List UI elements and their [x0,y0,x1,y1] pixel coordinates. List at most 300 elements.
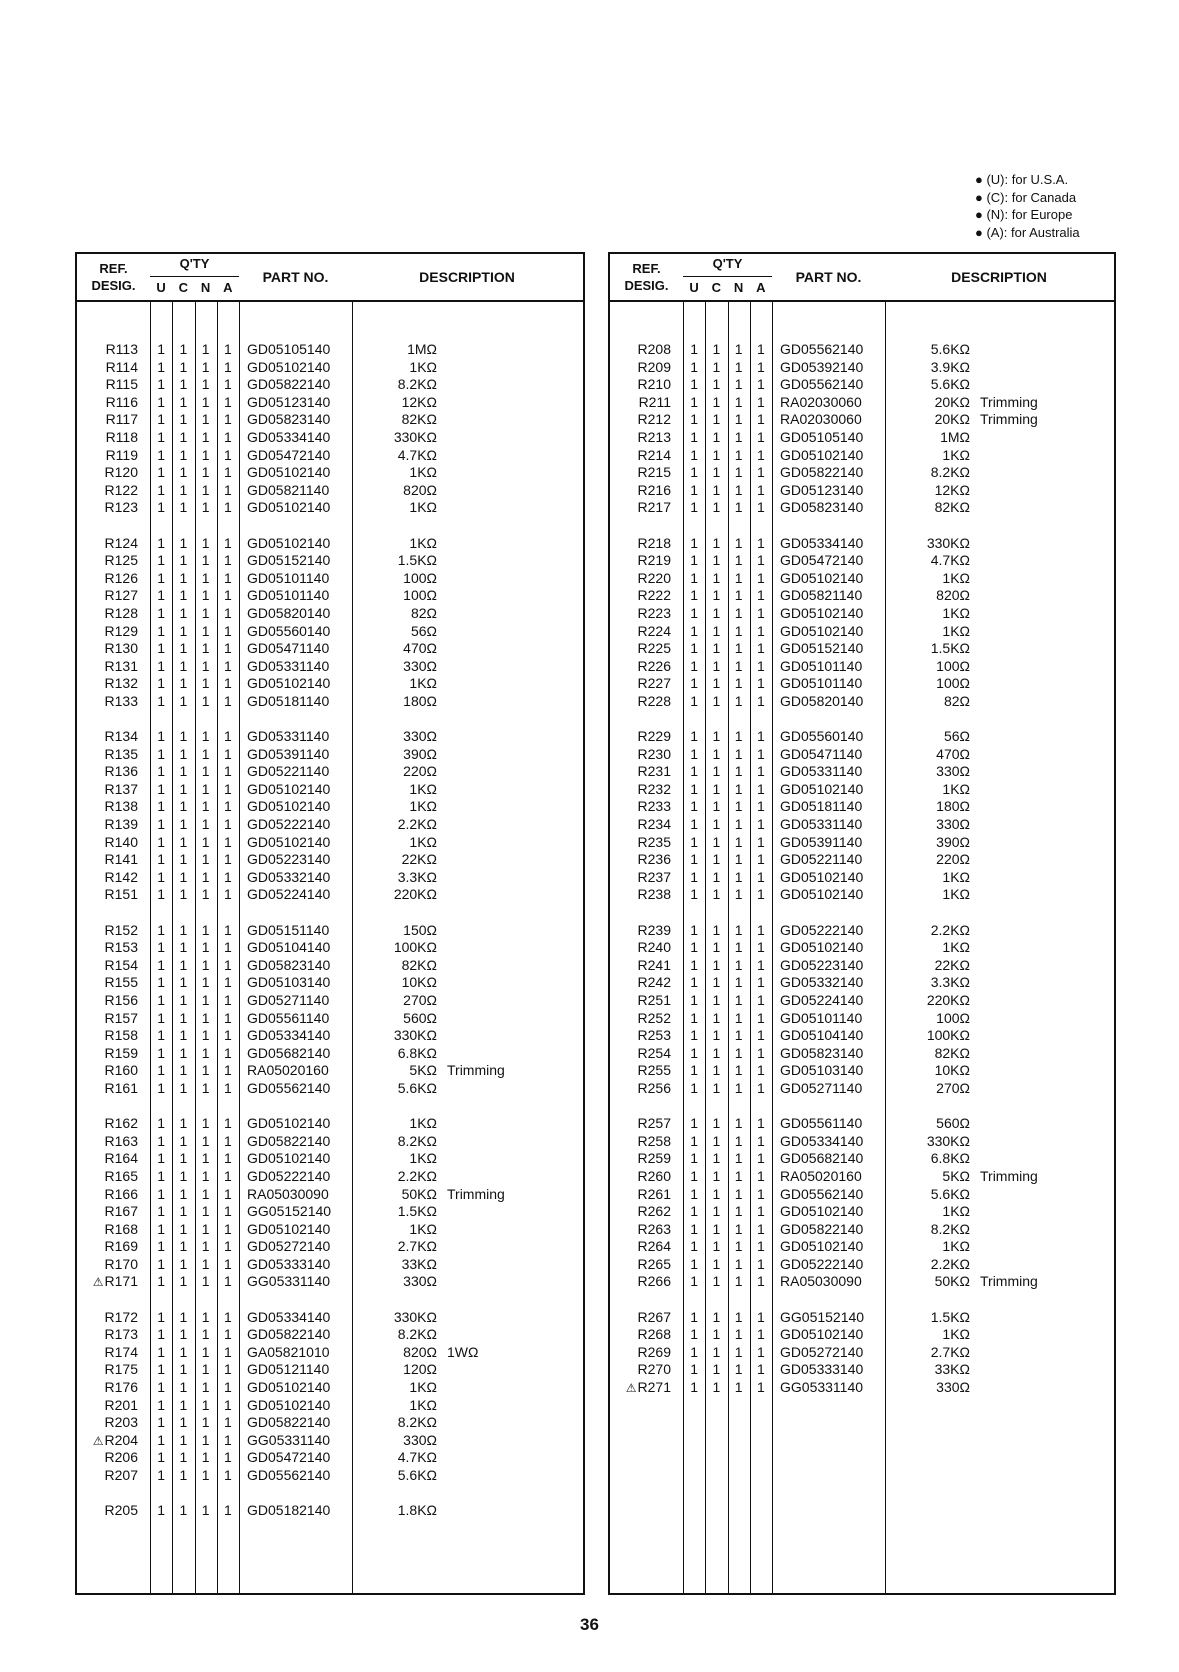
value-cell: 6.8KΩ [930,1150,970,1167]
part-no-cell: GD05472140 [780,552,864,569]
value-cell: 5.6KΩ [930,341,970,357]
table-row [77,482,583,500]
qty-u-cell: 1 [690,358,699,375]
qty-n-cell: 1 [734,622,743,639]
qty-a-cell: 1 [756,569,765,586]
ref-desig-text: R140 [104,833,138,850]
part-no-cell: GD05331140 [780,763,863,780]
part-no-cell: GD05182140 [247,1502,331,1519]
qty-a-cell: 1 [756,991,765,1008]
part-no-cell: GD05562140 [247,1079,331,1096]
qty-a-cell: 1 [756,1185,765,1202]
part-no-cell: GD05822140 [247,1132,331,1149]
qty-a-cell: 1 [223,569,232,586]
qty-u-cell: 1 [157,886,166,903]
qty-c-cell: 1 [712,464,721,481]
header-ref-line2: DESIG. [624,278,669,293]
qty-c-cell: 1 [179,657,188,674]
value-cell: 470Ω [936,745,970,762]
qty-u-cell: 1 [690,675,699,692]
ref-desig-cell [610,851,671,869]
qty-c-cell: 1 [179,376,188,393]
qty-n-cell: 1 [734,675,743,692]
ref-desig-cell [77,1027,138,1045]
ref-desig-text: R113 [105,341,138,357]
part-no-cell: GD05101140 [780,1009,863,1026]
qty-n-cell: 1 [201,1027,210,1044]
value-cell: 50KΩ [934,1273,970,1290]
qty-n-cell: 1 [734,692,743,709]
qty-n-cell: 1 [734,587,743,604]
part-no-cell: GD05334140 [780,534,864,551]
qty-n-cell: 1 [734,745,743,762]
qty-c-cell: 1 [179,393,188,410]
ref-desig-cell [610,939,671,957]
qty-n-cell: 1 [201,1255,210,1272]
ref-desig-text: R168 [104,1220,138,1237]
qty-u-cell: 1 [690,640,699,657]
qty-n-cell: 1 [201,816,210,833]
ref-desig-cell [610,816,671,834]
qty-c-cell: 1 [179,851,188,868]
part-no-cell: GD05822140 [247,1414,331,1431]
qty-u-cell: 1 [690,798,699,815]
page-number: 36 [580,1615,599,1634]
qty-u-cell: 1 [157,675,166,692]
header-col-a: A [223,280,233,295]
qty-n-cell: 1 [734,464,743,481]
qty-c-cell: 1 [179,780,188,797]
part-no-cell: GA05821010 [247,1343,330,1360]
qty-a-cell: 1 [756,692,765,709]
ref-desig-text: R158 [104,1027,138,1044]
qty-n-cell: 1 [201,1167,210,1184]
qty-a-cell: 1 [756,1308,765,1325]
part-no-cell: GD05102140 [780,569,864,586]
table-row [77,376,583,394]
note-cell: Trimming [447,1185,505,1202]
part-no-cell: GD05334140 [780,1132,864,1149]
value-cell: 1KΩ [409,833,437,850]
qty-a-cell: 1 [223,833,232,850]
qty-a-cell: 1 [223,1167,232,1184]
qty-u-cell: 1 [690,1326,699,1343]
ref-desig-cell [77,1010,138,1028]
qty-a-cell: 1 [756,745,765,762]
qty-a-cell: 1 [756,446,765,463]
header-col-c: C [178,280,189,295]
table-row [610,1344,1114,1362]
qty-c-cell: 1 [179,1185,188,1202]
table-row [77,886,583,904]
qty-a-cell: 1 [223,1273,232,1290]
table-row [610,1168,1114,1186]
qty-c-cell: 1 [712,763,721,780]
header-qty-divider [683,276,772,277]
table-row [77,1467,583,1485]
part-no-cell: GD05272140 [780,1343,864,1360]
ref-desig-text: R167 [104,1203,138,1220]
qty-a-cell: 1 [756,411,765,428]
qty-c-cell: 1 [712,657,721,674]
value-cell: 1KΩ [409,798,437,815]
qty-n-cell: 1 [734,446,743,463]
qty-a-cell: 1 [223,974,232,991]
ref-desig-cell [77,570,138,588]
part-no-cell: GD05102140 [780,446,864,463]
qty-u-cell: 1 [690,1062,699,1079]
qty-c-cell: 1 [712,446,721,463]
ref-desig-text: R123 [104,499,138,516]
qty-c-cell: 1 [179,991,188,1008]
qty-c-cell: 1 [179,341,188,357]
qty-u-cell: 1 [690,376,699,393]
table-row [610,728,1114,746]
parts-table-left [75,252,585,1595]
header-ref-line1: REF. [632,261,661,276]
ref-desig-cell [610,552,671,570]
qty-a-cell: 1 [223,1414,232,1431]
table-row [610,376,1114,394]
value-cell: 3.9KΩ [930,358,970,375]
table-row [610,851,1114,869]
qty-c-cell: 1 [179,1115,188,1132]
ref-desig-cell [77,394,138,412]
qty-u-cell: 1 [690,1308,699,1325]
qty-u-cell: 1 [157,1238,166,1255]
qty-c-cell: 1 [712,1220,721,1237]
value-cell: 330KΩ [926,534,970,551]
part-no-cell: GD05334140 [247,1308,331,1325]
ref-desig-cell [77,447,138,465]
table-row [77,1502,583,1520]
ref-desig-cell [77,1256,138,1274]
value-cell: 10KΩ [934,1062,970,1079]
qty-a-cell: 1 [223,1361,232,1378]
qty-c-cell: 1 [179,956,188,973]
qty-u-cell: 1 [157,728,166,745]
table-row [610,587,1114,605]
qty-c-cell: 1 [179,675,188,692]
qty-u-cell: 1 [690,745,699,762]
table-row [77,447,583,465]
qty-c-cell: 1 [712,1167,721,1184]
qty-a-cell: 1 [756,393,765,410]
qty-u-cell: 1 [157,499,166,516]
ref-desig-text: R119 [105,446,138,463]
ref-desig-cell [77,1309,138,1327]
header-col-a: A [756,280,766,295]
table-row [77,394,583,412]
value-cell: 1KΩ [942,939,970,956]
part-no-cell: GD05560140 [247,622,331,639]
qty-c-cell: 1 [712,587,721,604]
qty-u-cell: 1 [157,1167,166,1184]
qty-a-cell: 1 [223,341,232,357]
qty-c-cell: 1 [712,499,721,516]
qty-n-cell: 1 [734,1255,743,1272]
ref-desig-text: R137 [104,780,138,797]
table-row [610,499,1114,517]
ref-desig-cell [610,834,671,852]
value-cell: 8.2KΩ [397,376,437,393]
qty-n-cell: 1 [201,956,210,973]
qty-c-cell: 1 [712,604,721,621]
table-row [610,1133,1114,1151]
qty-u-cell: 1 [157,1273,166,1290]
value-cell: 1KΩ [942,780,970,797]
value-cell: 1KΩ [942,1326,970,1343]
ref-desig-text: R154 [104,956,138,973]
ref-desig-cell [77,675,138,693]
qty-c-cell: 1 [179,868,188,885]
part-no-cell: GD05334140 [247,428,331,445]
qty-u-cell: 1 [157,1150,166,1167]
part-no-cell: GD05102140 [780,1238,864,1255]
qty-c-cell: 1 [179,1343,188,1360]
ref-desig-cell [610,482,671,500]
qty-u-cell: 1 [690,886,699,903]
ref-desig-text: R253 [637,1027,671,1044]
table-row [610,341,1114,359]
qty-n-cell: 1 [734,534,743,551]
qty-a-cell: 1 [223,798,232,815]
part-no-cell: GD05102140 [780,1326,864,1343]
qty-c-cell: 1 [179,692,188,709]
qty-u-cell: 1 [157,1431,166,1448]
qty-n-cell: 1 [201,851,210,868]
value-cell: 12KΩ [401,393,437,410]
ref-desig-cell [610,675,671,693]
qty-a-cell: 1 [223,1379,232,1396]
value-cell: 220Ω [936,851,970,868]
qty-a-cell: 1 [223,1079,232,1096]
qty-a-cell: 1 [223,1115,232,1132]
ref-desig-cell [610,798,671,816]
qty-u-cell: 1 [157,1185,166,1202]
ref-desig-text: R252 [637,1009,671,1026]
table-row [610,781,1114,799]
ref-desig-text: R164 [104,1150,138,1167]
qty-n-cell: 1 [201,1220,210,1237]
table-row [610,869,1114,887]
note-cell: 1WΩ [447,1343,479,1360]
qty-u-cell: 1 [690,1185,699,1202]
value-cell: 330Ω [403,1431,437,1448]
qty-u-cell: 1 [157,1343,166,1360]
qty-u-cell: 1 [157,376,166,393]
ref-desig-cell [610,1221,671,1239]
part-no-cell: GD05104140 [247,939,331,956]
qty-a-cell: 1 [223,552,232,569]
legend-australia: ● (A): for Australia [975,224,1080,240]
qty-a-cell: 1 [223,604,232,621]
value-cell: 5.6KΩ [930,376,970,393]
value-cell: 82KΩ [401,411,437,428]
qty-a-cell: 1 [756,552,765,569]
group-spacer [610,904,1114,922]
qty-n-cell: 1 [201,552,210,569]
qty-n-cell: 1 [734,763,743,780]
qty-u-cell: 1 [690,692,699,709]
ref-desig-cell [77,728,138,746]
part-no-cell: GD05102140 [247,464,331,481]
ref-desig-cell [77,359,138,377]
part-no-cell: GG05152140 [247,1203,332,1220]
ref-desig-cell [77,1344,138,1362]
ref-desig-text: R251 [637,991,671,1008]
qty-c-cell: 1 [179,464,188,481]
qty-c-cell: 1 [179,939,188,956]
ref-desig-cell [77,658,138,676]
qty-a-cell: 1 [223,358,232,375]
qty-a-cell: 1 [756,1132,765,1149]
part-no-cell: GD05102140 [780,622,864,639]
qty-a-cell: 1 [756,816,765,833]
qty-u-cell: 1 [157,552,166,569]
qty-a-cell: 1 [223,464,232,481]
part-no-cell: GD05822140 [247,376,331,393]
table-row [77,974,583,992]
part-no-cell: GD05102140 [247,1396,331,1413]
qty-n-cell: 1 [201,1467,210,1483]
ref-desig-text: R175 [104,1361,138,1378]
qty-n-cell: 1 [201,640,210,657]
qty-a-cell: 1 [756,939,765,956]
qty-c-cell: 1 [179,569,188,586]
part-no-cell: GD05333140 [780,1361,864,1378]
qty-n-cell: 1 [201,745,210,762]
qty-a-cell: 1 [756,798,765,815]
part-no-cell: GD05102140 [247,798,331,815]
table-row [77,1150,583,1168]
table-row [610,605,1114,623]
part-no-cell: GD05105140 [247,341,331,357]
qty-n-cell: 1 [201,974,210,991]
qty-a-cell: 1 [756,833,765,850]
part-no-cell: GD05101140 [780,657,863,674]
qty-n-cell: 1 [201,728,210,745]
part-no-cell: GD05561140 [247,1009,330,1026]
qty-a-cell: 1 [223,1449,232,1466]
qty-n-cell: 1 [201,921,210,938]
ref-desig-cell [77,623,138,641]
ref-desig-text: R203 [104,1414,138,1431]
value-cell: 82KΩ [401,956,437,973]
value-cell: 2.7KΩ [930,1343,970,1360]
qty-u-cell: 1 [690,1150,699,1167]
group-spacer [77,710,583,728]
qty-u-cell: 1 [690,1132,699,1149]
qty-n-cell: 1 [201,1150,210,1167]
table-row [610,1150,1114,1168]
value-cell: 1.5KΩ [397,552,437,569]
qty-u-cell: 1 [690,604,699,621]
part-no-cell: GD05682140 [780,1150,864,1167]
qty-u-cell: 1 [690,587,699,604]
ref-desig-text: R114 [105,358,138,375]
header-part-no: PART NO. [795,269,862,285]
qty-a-cell: 1 [223,851,232,868]
ref-desig-cell [77,798,138,816]
qty-n-cell: 1 [201,1115,210,1132]
qty-n-cell: 1 [201,393,210,410]
ref-desig-cell [610,1203,671,1221]
qty-u-cell: 1 [157,868,166,885]
table-row [77,939,583,957]
qty-n-cell: 1 [201,1396,210,1413]
ref-desig-cell [610,535,671,553]
qty-a-cell: 1 [756,921,765,938]
table-row [77,535,583,553]
table-row [610,886,1114,904]
ref-desig-cell [77,1414,138,1432]
qty-a-cell: 1 [223,816,232,833]
part-no-cell: GD05472140 [247,1449,331,1466]
qty-u-cell: 1 [157,780,166,797]
ref-desig-cell [610,1256,671,1274]
value-cell: 1KΩ [409,675,437,692]
part-no-cell: GD05104140 [780,1027,864,1044]
qty-n-cell: 1 [734,552,743,569]
ref-desig-cell [610,447,671,465]
qty-c-cell: 1 [179,587,188,604]
value-cell: 12KΩ [934,481,970,498]
legend-canada: ● (C): for Canada [975,189,1077,205]
qty-a-cell: 1 [756,675,765,692]
qty-u-cell: 1 [157,1027,166,1044]
value-cell: 1KΩ [942,868,970,885]
ref-desig-text: R207 [104,1467,138,1483]
part-no-cell: GD05822140 [780,1220,864,1237]
table-header [77,254,583,302]
qty-u-cell: 1 [157,1326,166,1343]
qty-a-cell: 1 [756,657,765,674]
qty-c-cell: 1 [712,833,721,850]
parts-table-right [608,252,1116,1595]
part-no-cell: RA05020160 [247,1062,329,1079]
qty-a-cell: 1 [223,376,232,393]
value-cell: 1MΩ [407,341,437,357]
qty-a-cell: 1 [223,1132,232,1149]
table-row [610,640,1114,658]
ref-desig-text: R162 [104,1115,138,1132]
part-no-cell: GD05222140 [247,816,331,833]
table-row [77,1414,583,1432]
qty-a-cell: 1 [223,428,232,445]
qty-n-cell: 1 [734,569,743,586]
ref-desig-cell [77,1273,138,1292]
qty-a-cell: 1 [756,763,765,780]
qty-n-cell: 1 [734,1009,743,1026]
ref-desig-text: R176 [104,1379,138,1396]
table-row [77,1397,583,1415]
part-no-cell: GD05331140 [780,816,863,833]
qty-c-cell: 1 [712,1062,721,1079]
ref-desig-cell [610,1115,671,1133]
header-part-no: PART NO. [262,269,329,285]
qty-c-cell: 1 [712,956,721,973]
qty-a-cell: 1 [223,1396,232,1413]
qty-u-cell: 1 [157,640,166,657]
value-cell: 2.7KΩ [397,1238,437,1255]
table-row [77,1010,583,1028]
qty-a-cell: 1 [756,728,765,745]
part-no-cell: GD05472140 [247,446,331,463]
qty-u-cell: 1 [157,816,166,833]
qty-n-cell: 1 [734,816,743,833]
qty-u-cell: 1 [690,499,699,516]
